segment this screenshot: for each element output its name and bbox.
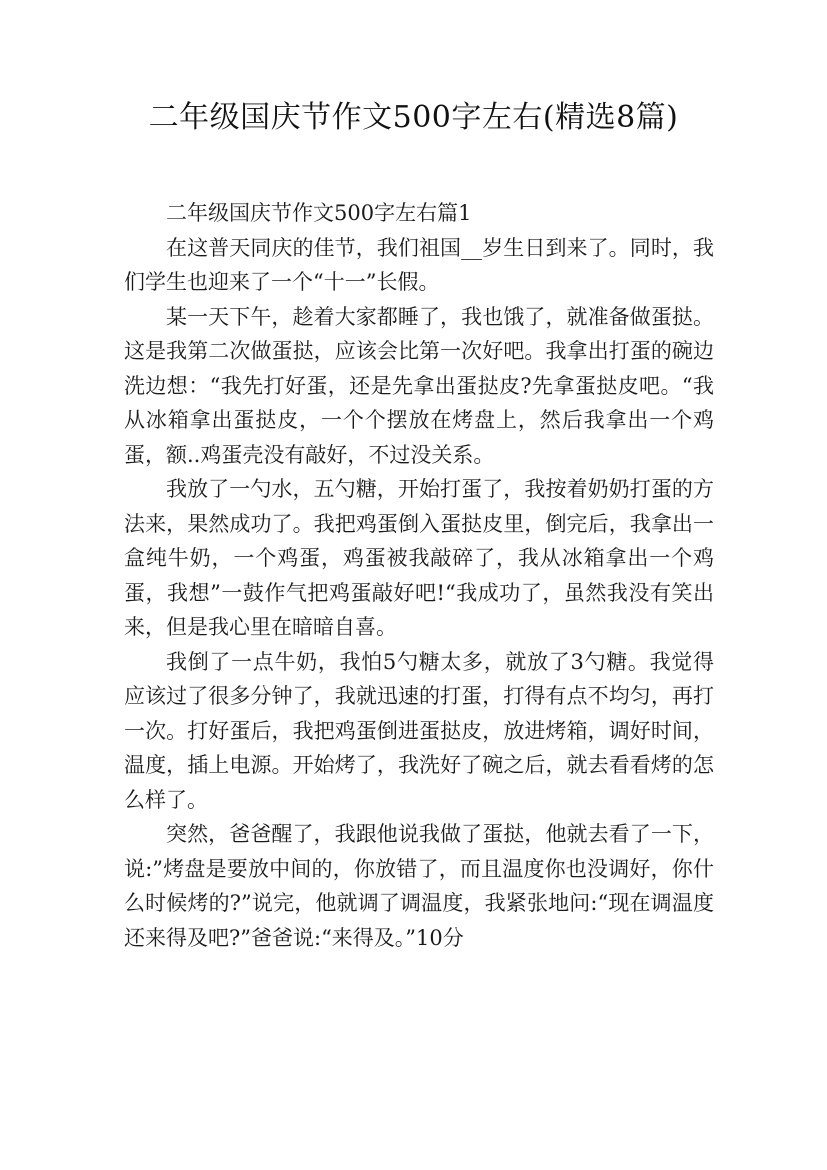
- paragraph-5: 突然，爸爸醒了，我跟他说我做了蛋挞，他就去看了一下，说:”烤盘是要放中间的，你放错了，而且温度你也没调好，你什么时候烤的?”说完，他就调了调温度，我紧张地问:“现在调温度还来得及吧?”爸爸说:“来得及。”10分: [124, 822, 714, 950]
- article-body: [124, 196, 714, 955]
- section-heading: 二年级国庆节作文500字左右篇1: [166, 201, 472, 225]
- paragraph-3: 我放了一勺水，五勺糖，开始打蛋了，我按着奶奶打蛋的方法来，果然成功了。我把鸡蛋倒入蛋挞皮里，倒完后，我拿出一盒纯牛奶，一个鸡蛋，鸡蛋被我敲碎了，我从冰箱拿出一个鸡蛋，我想”一鼓作气把鸡蛋敲好吧!“我成功了，虽然我没有笑出来，但是我心里在暗暗自喜。: [124, 477, 714, 639]
- paragraph-1: 在这普天同庆的佳节，我们祖国__岁生日到来了。同时，我们学生也迎来了一个“十一”长假。: [124, 235, 714, 294]
- document-title: 二年级国庆节作文500字左右(精选8篇): [148, 100, 679, 135]
- paragraph-4: 我倒了一点牛奶，我怕5勺糖太多，就放了3勺糖。我觉得应该过了很多分钟了，我就迅速的打蛋，打得有点不均匀，再打一次。打好蛋后，我把鸡蛋倒进蛋挞皮，放进烤箱，调好时间，温度，插上电源。开始烤了，我洗好了碗之后，就去看看烤的怎么样了。: [124, 649, 714, 812]
- paragraph-2: 某一天下午，趁着大家都睡了，我也饿了，就准备做蛋挞。这是我第二次做蛋挞，应该会比第一次好吧。我拿出打蛋的碗边洗边想：“我先打好蛋，还是先拿出蛋挞皮?先拿蛋挞皮吧。“我从冰箱拿出蛋挞皮，一个个摆放在烤盘上，然后我拿出一个鸡蛋，额..鸡蛋壳没有敲好，不过没关系。: [124, 304, 714, 467]
